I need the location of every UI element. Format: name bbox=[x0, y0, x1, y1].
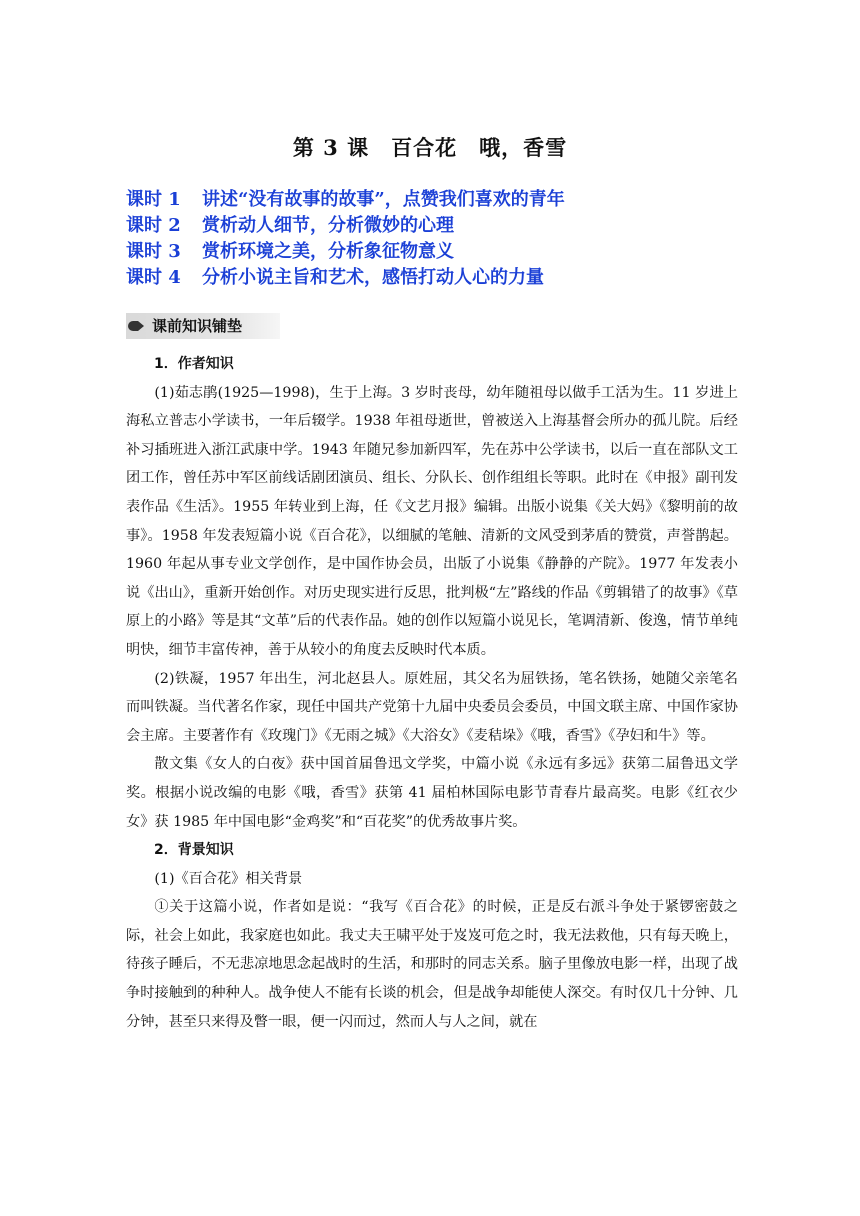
lesson-item bbox=[126, 265, 766, 291]
tag-arrow-head-icon bbox=[138, 321, 144, 331]
paragraph: (2)铁凝，1957 年出生，河北赵县人。原姓屈，其父名为屈铁扬，笔名铁扬，她随父亲笔名而叫铁凝。当代著名作家，现任中国共产党第十九届中央委员会委员，中国文联主席、中国作家协会主席。主要著作有《玫瑰门》《无雨之城》《大浴女》《麦秸垛》《哦，香雪》《孕妇和牛》等。 bbox=[126, 670, 738, 744]
lesson-title: 讲述“没有故事的故事”，点赞我们喜欢的青年 bbox=[202, 189, 565, 210]
lesson-item bbox=[126, 239, 766, 265]
page-title: 第 3 课 百合花 哦，香雪 bbox=[292, 135, 568, 160]
lesson-title: 分析小说主旨和艺术，感悟打动人心的力量 bbox=[202, 267, 544, 288]
body-text bbox=[126, 350, 738, 1036]
section-tag-label: 课前知识铺垫 bbox=[152, 317, 243, 335]
paragraph: 散文集《女人的白夜》获中国首届鲁迅文学奖，中篇小说《永远有多远》获第二届鲁迅文学奖。根据小说改编的电影《哦，香雪》获第 41 届柏林国际电影节青春片最高奖。电影《红衣少女》获 1985 年中国电影“金鸡奖”和“百花奖”的优秀故事片奖。 bbox=[126, 756, 738, 830]
lesson-title: 赏析环境之美，分析象征物意义 bbox=[202, 241, 454, 262]
lesson-list bbox=[126, 187, 766, 291]
lesson-item bbox=[126, 213, 766, 239]
lesson-number: 课时 4 bbox=[126, 267, 181, 288]
lesson-number: 课时 1 bbox=[126, 189, 181, 210]
lesson-number: 课时 2 bbox=[126, 215, 181, 236]
lesson-number: 课时 3 bbox=[126, 241, 181, 262]
section-tag bbox=[126, 313, 280, 339]
paragraph: ①关于这篇小说，作者如是说：“我写《百合花》的时候，正是反右派斗争处于紧锣密鼓之际，社会上如此，我家庭也如此。我丈夫王啸平处于岌岌可危之时，我无法救他，只有每天晚上，待孩子睡后，不无悲凉地思念起战时的生活，和那时的同志关系。脑子里像放电影一样，出现了战争时接触到的种种人。战争使人不能有长谈的机会，但是战争却能使人深交。有时仅几十分钟、几分钟，甚至只来得及瞥一眼，便一闪而过，然而人与人之间，就在 bbox=[126, 899, 738, 1030]
lesson-title: 赏析动人细节，分析微妙的心理 bbox=[202, 215, 454, 236]
paragraph: (1)《百合花》相关背景 bbox=[154, 870, 303, 887]
subsection-heading: 2．背景知识 bbox=[154, 842, 234, 859]
lesson-item bbox=[126, 187, 766, 213]
tag-arrow-icon bbox=[128, 321, 138, 331]
subsection-heading: 1．作者知识 bbox=[154, 356, 234, 372]
paragraph: (1)茹志鹃(1925—1998)，生于上海。3 岁时丧母，幼年随祖母以做手工活为生。11 岁进上海私立普志小学读书，一年后辍学。1938 年祖母逝世，曾被送入上海基督会所办的孤儿院。后经补习插班进入浙江武康中学。1943 年随兄参加新四军，先在苏中公学读书，以后一直在部队文工团工作，曾任苏中军区前线话剧团演员、组长、分队长、创作组组长等职。此时在《申报》副刊发表作品《生活》。1955 年转业到上海，任《文艺月报》编辑。出版小说集《关大妈》《黎明前的故事》。1958 年发表短篇小说《百合花》，以细腻的笔触、清新的文风受到茅盾的赞赏，声誉鹊起。1960 年起从事专业文学创作，是中国作协会员，出版了小说集《静静的产院》。1977 年发表小说《出山》，重新开始创作。对历史现实进行反思，批判极“左”路线的作品《剪辑错了的故事》《草原上的小路》等是其“文革”后的代表作品。她的创作以短篇小说见长，笔调清新、俊逸，情节单纯明快，细节丰富传神，善于从较小的角度去反映时代本质。 bbox=[126, 384, 738, 658]
